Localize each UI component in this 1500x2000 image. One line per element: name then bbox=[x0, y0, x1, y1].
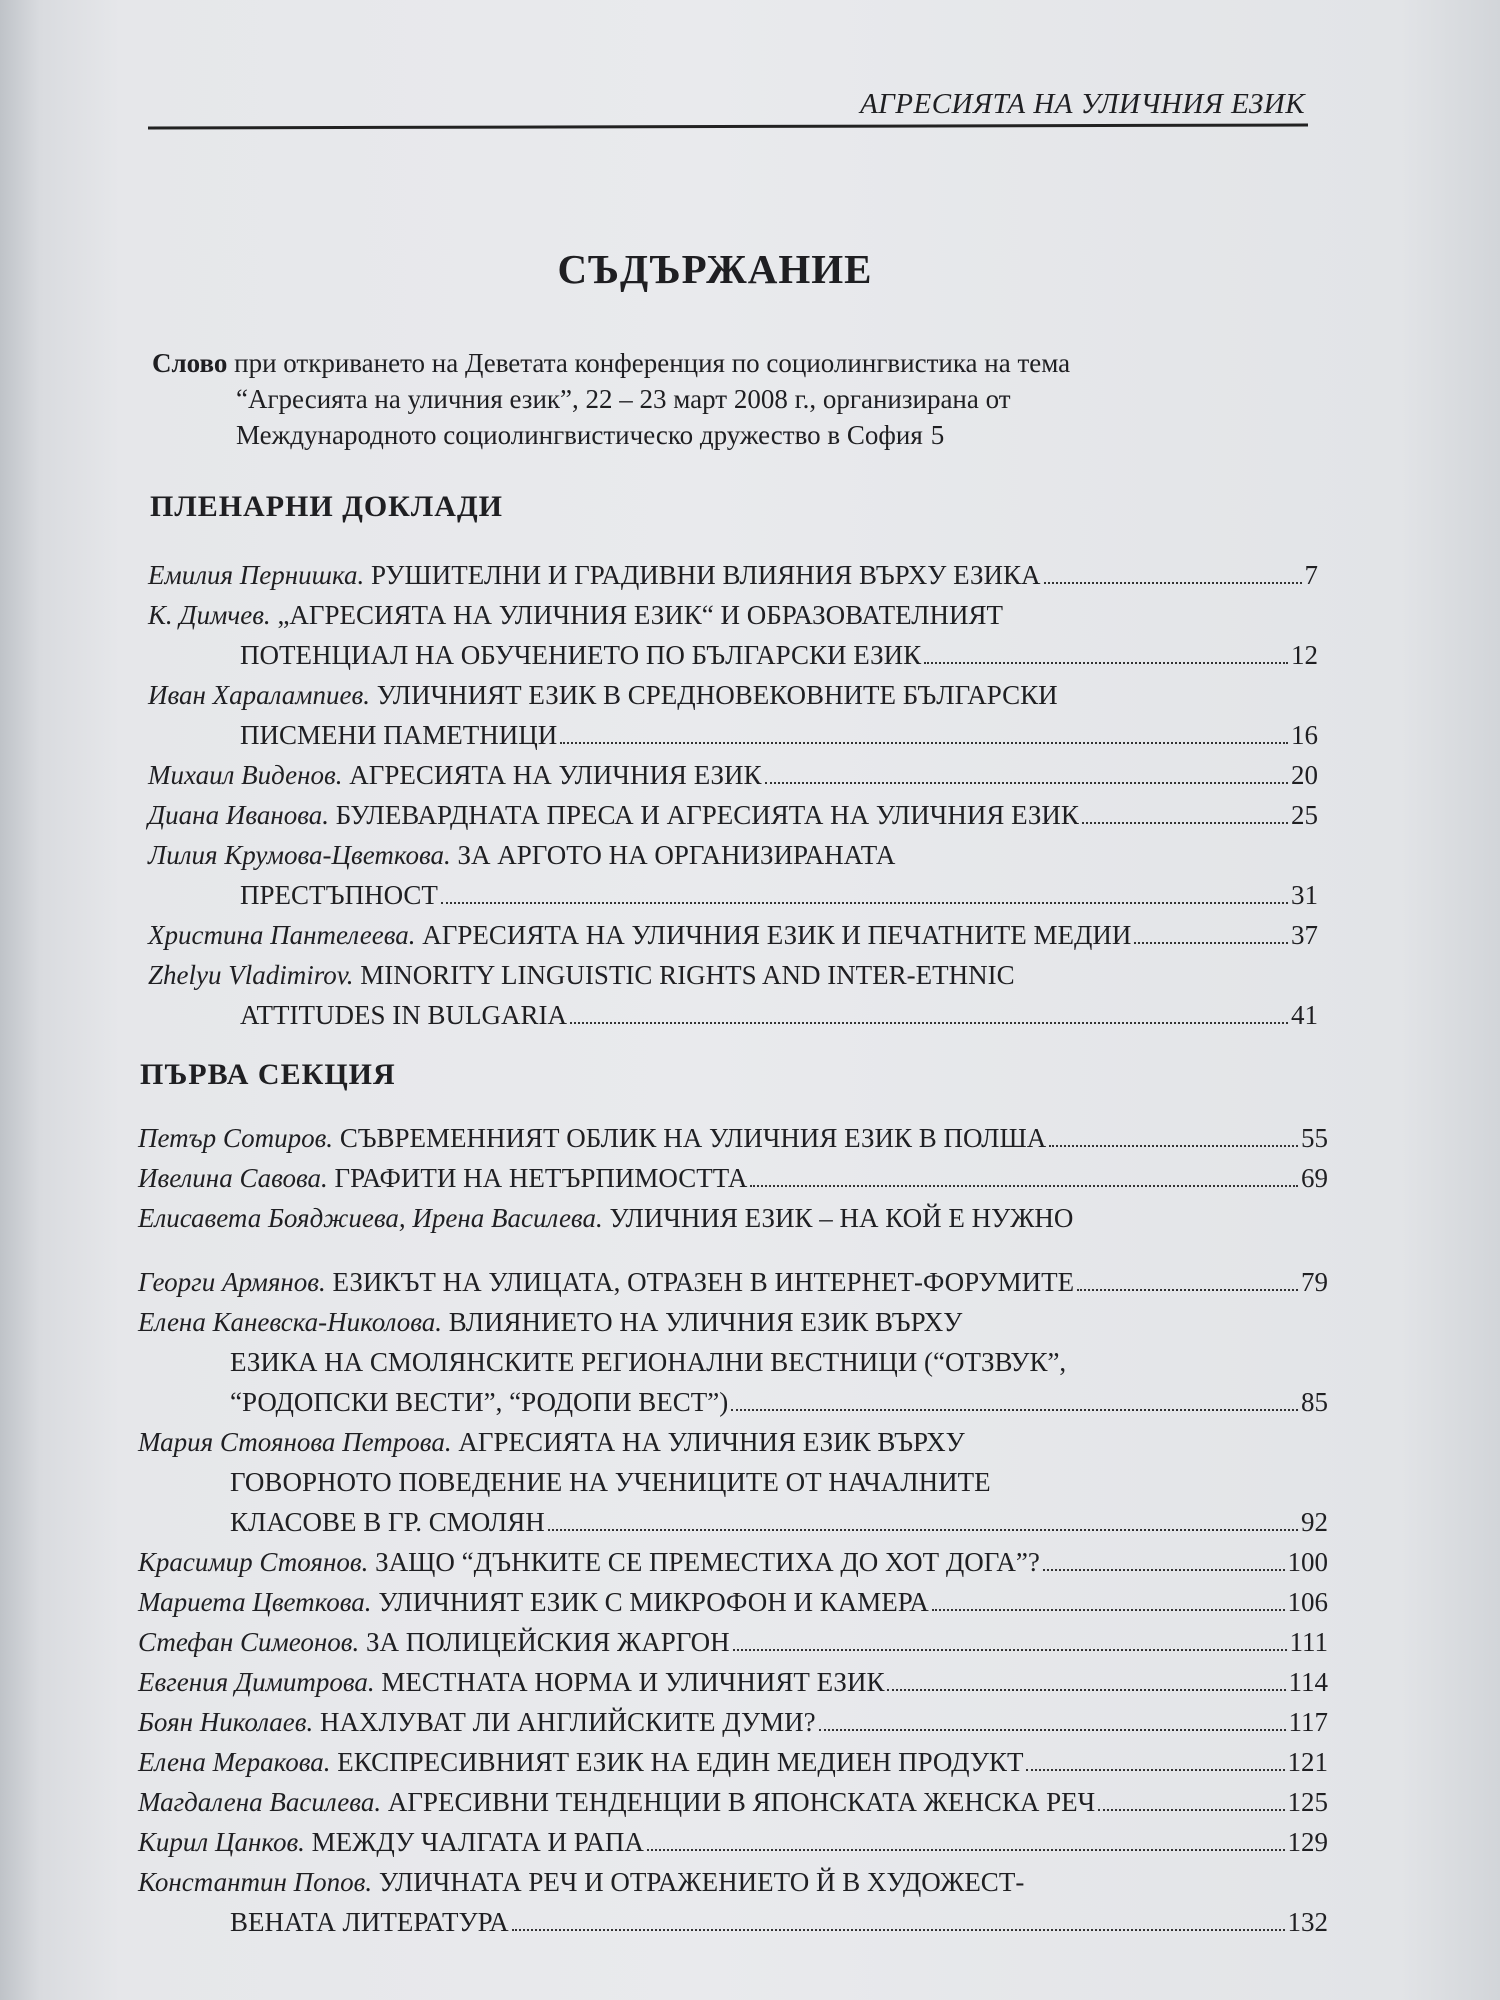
intro-text-1: при откриването на Деветата конференция по социолингвистика на тема bbox=[234, 348, 1071, 378]
entry-title: ЕКСПРЕСИВНИЯТ ЕЗИК НА ЕДИН МЕДИЕН ПРОДУКТ bbox=[337, 1747, 1024, 1777]
toc-entry-line bbox=[138, 1382, 1328, 1422]
entry-title: ПИСМЕНИ ПАМЕТНИЦИ bbox=[240, 720, 558, 750]
entry-title: УЛИЧНИЯТ ЕЗИК С МИКРОФОН И КАМЕРА bbox=[378, 1587, 929, 1617]
section-title-first: ПЪРВА СЕКЦИЯ bbox=[140, 1058, 396, 1091]
entry-author: Георги Армянов. bbox=[138, 1267, 326, 1297]
entry-title: АГРЕСИВНИ ТЕНДЕНЦИИ В ЯПОНСКАТА ЖЕНСКА РЕЧ bbox=[387, 1787, 1096, 1817]
page-number: 132 bbox=[1287, 1907, 1328, 1937]
page-number: 37 bbox=[1291, 920, 1318, 950]
toc-entry bbox=[148, 795, 1318, 835]
toc-entry-line bbox=[148, 795, 1318, 835]
page-number: 16 bbox=[1291, 720, 1318, 750]
toc-entry bbox=[148, 915, 1318, 955]
toc-entry-line bbox=[138, 1782, 1328, 1822]
toc-entry bbox=[148, 675, 1318, 755]
intro-line-2: “Агресията на уличния език”, 22 – 23 март 2008 г., организирана от bbox=[236, 384, 1011, 414]
entry-author: Боян Николаев. bbox=[138, 1707, 314, 1737]
toc-entry-line bbox=[138, 1822, 1328, 1862]
dot-leader bbox=[731, 1409, 1298, 1411]
entry-title: ГОВОРНОТО ПОВЕДЕНИЕ НА УЧЕНИЦИТЕ ОТ НАЧАЛНИТЕ bbox=[230, 1467, 991, 1497]
toc-entry bbox=[138, 1262, 1328, 1302]
toc-entry-line bbox=[148, 835, 1318, 875]
toc-entry bbox=[148, 955, 1318, 1035]
toc-first-section bbox=[138, 1118, 1328, 1942]
page-number: 117 bbox=[1288, 1707, 1328, 1737]
dot-leader bbox=[548, 1529, 1298, 1531]
toc-entry-line bbox=[138, 1742, 1328, 1782]
toc-entry-line bbox=[138, 1158, 1328, 1198]
entry-title: АГРЕСИЯТА НА УЛИЧНИЯ ЕЗИК И ПЕЧАТНИТЕ МЕДИИ bbox=[422, 920, 1132, 950]
entry-author: Михаил Виденов. bbox=[148, 760, 343, 790]
dot-leader bbox=[1077, 1289, 1298, 1291]
dot-leader bbox=[560, 742, 1288, 744]
entry-author: Диана Иванова. bbox=[148, 800, 330, 830]
entry-author: Zhelyu Vladimirov. bbox=[148, 960, 354, 990]
dot-leader bbox=[441, 902, 1288, 904]
entry-title: РУШИТЕЛНИ И ГРАДИВНИ ВЛИЯНИЯ ВЪРХУ ЕЗИКА bbox=[371, 560, 1041, 590]
dot-leader bbox=[924, 662, 1288, 664]
entry-title: ЕЗИКА НА СМОЛЯНСКИТЕ РЕГИОНАЛНИ ВЕСТНИЦИ (“ОТЗВУК”, bbox=[230, 1347, 1067, 1377]
page-title: СЪДЪРЖАНИЕ bbox=[557, 246, 873, 292]
dot-leader bbox=[765, 782, 1288, 784]
intro-text-3: Международното социолингвистическо дружество в София bbox=[236, 420, 923, 450]
entry-title: „АГРЕСИЯТА НА УЛИЧНИЯ ЕЗИК“ И ОБРАЗОВАТЕЛНИЯТ bbox=[277, 600, 1004, 630]
toc-entry-line bbox=[148, 715, 1318, 755]
section-title-plenary: ПЛЕНАРНИ ДОКЛАДИ bbox=[150, 490, 503, 523]
toc-entry bbox=[138, 1782, 1328, 1822]
toc-entry bbox=[138, 1118, 1328, 1158]
intro-line-1 bbox=[152, 345, 1312, 381]
entry-author: Кирил Цанков. bbox=[138, 1827, 305, 1857]
entry-title: УЛИЧНИЯТ ЕЗИК В СРЕДНОВЕКОВНИТЕ БЪЛГАРСКИ bbox=[376, 680, 1058, 710]
page-number: 12 bbox=[1291, 640, 1318, 670]
toc-entry bbox=[138, 1422, 1328, 1542]
entry-title: MINORITY LINGUISTIC RIGHTS AND INTER-ETHNIC bbox=[360, 960, 1015, 990]
page-number: 106 bbox=[1287, 1587, 1328, 1617]
toc-entry-line bbox=[148, 635, 1318, 675]
entry-author: Ивелина Савова. bbox=[138, 1163, 328, 1193]
toc-entry-line bbox=[138, 1702, 1328, 1742]
toc-entry-line bbox=[138, 1198, 1328, 1238]
entry-title: УЛИЧНАТА РЕЧ И ОТРАЖЕНИЕТО Й В ХУДОЖЕСТ- bbox=[378, 1867, 1025, 1897]
entry-title: ВЛИЯНИЕТО НА УЛИЧНИЯ ЕЗИК ВЪРХУ bbox=[448, 1307, 963, 1337]
dot-leader bbox=[819, 1729, 1286, 1731]
entry-author: Елисавета Бояджиева, Ирена Василева. bbox=[138, 1203, 603, 1233]
toc-entry bbox=[138, 1582, 1328, 1622]
entry-title: ГРАФИТИ НА НЕТЪРПИМОСТТА bbox=[334, 1163, 748, 1193]
entry-title: ВЕНАТА ЛИТЕРАТУРА bbox=[230, 1907, 509, 1937]
entry-author: К. Димчев. bbox=[148, 600, 271, 630]
toc-entry bbox=[138, 1198, 1328, 1238]
entry-author: Лилия Крумова-Цветкова. bbox=[148, 840, 451, 870]
toc-entry-line bbox=[138, 1462, 1328, 1502]
dot-leader bbox=[1098, 1809, 1284, 1811]
toc-entry-line bbox=[138, 1262, 1328, 1302]
dot-leader bbox=[733, 1649, 1287, 1651]
intro-entry bbox=[152, 345, 1312, 453]
entry-title: СЪВРЕМЕННИЯТ ОБЛИК НА УЛИЧНИЯ ЕЗИК В ПОЛША bbox=[339, 1123, 1047, 1153]
page-number: 111 bbox=[1289, 1627, 1328, 1657]
entry-title: ПРЕСТЪПНОСТ bbox=[240, 880, 438, 910]
entry-title: АГРЕСИЯТА НА УЛИЧНИЯ ЕЗИК ВЪРХУ bbox=[458, 1427, 965, 1457]
entry-author: Мария Стоянова Петрова. bbox=[138, 1427, 452, 1457]
entry-author: Стефан Симеонов. bbox=[138, 1627, 360, 1657]
entry-author: Иван Харалампиев. bbox=[148, 680, 370, 710]
page-number: 55 bbox=[1301, 1123, 1328, 1153]
toc-plenary bbox=[148, 555, 1318, 1035]
toc-entry-line bbox=[148, 675, 1318, 715]
entry-title: АГРЕСИЯТА НА УЛИЧНИЯ ЕЗИК bbox=[349, 760, 762, 790]
entry-author: Петър Сотиров. bbox=[138, 1123, 334, 1153]
toc-entry bbox=[138, 1302, 1328, 1422]
dot-leader bbox=[887, 1689, 1285, 1691]
entry-author: Елена Каневска-Николова. bbox=[138, 1307, 442, 1337]
dot-leader bbox=[570, 1022, 1288, 1024]
toc-entry-line bbox=[148, 955, 1318, 995]
intro-line-3 bbox=[236, 417, 1312, 453]
toc-entry bbox=[138, 1158, 1328, 1198]
page-number: 100 bbox=[1287, 1547, 1328, 1577]
toc-entry bbox=[138, 1862, 1328, 1942]
toc-entry bbox=[138, 1702, 1328, 1742]
toc-entry-line bbox=[138, 1902, 1328, 1942]
toc-entry-line bbox=[138, 1118, 1328, 1158]
page-number: 114 bbox=[1288, 1667, 1328, 1697]
toc-entry-line bbox=[148, 595, 1318, 635]
toc-entry-line bbox=[138, 1502, 1328, 1542]
toc-entry-line bbox=[138, 1862, 1328, 1902]
page-number: 129 bbox=[1287, 1827, 1328, 1857]
entry-title: УЛИЧНИЯ ЕЗИК – НА КОЙ Е НУЖНО bbox=[609, 1203, 1074, 1233]
entry-author: Магдалена Василева. bbox=[138, 1787, 382, 1817]
page-number: 7 bbox=[1304, 560, 1318, 590]
toc-entry-line bbox=[138, 1302, 1328, 1342]
toc-entry-line bbox=[148, 995, 1318, 1035]
entry-title: ЗА ПОЛИЦЕЙСКИЯ ЖАРГОН bbox=[366, 1627, 730, 1657]
page-number: 79 bbox=[1301, 1267, 1328, 1297]
entry-author: Емилия Пернишка. bbox=[148, 560, 365, 590]
entry-title: БУЛЕВАРДНАТА ПРЕСА И АГРЕСИЯТА НА УЛИЧНИЯ ЕЗИК bbox=[335, 800, 1079, 830]
toc-entry-line bbox=[138, 1662, 1328, 1702]
entry-title: МЕСТНАТА НОРМА И УЛИЧНИЯТ ЕЗИК bbox=[381, 1667, 885, 1697]
intro-bold: Слово bbox=[152, 348, 228, 378]
entry-author: Христина Пантелеева. bbox=[148, 920, 416, 950]
entry-title: ЗА АРГОТО НА ОРГАНИЗИРАНАТА bbox=[457, 840, 896, 870]
spacer bbox=[138, 1238, 1328, 1262]
dot-leader bbox=[932, 1609, 1285, 1611]
running-head: АГРЕСИЯТА НА УЛИЧНИЯ ЕЗИК bbox=[860, 88, 1305, 120]
toc-entry-line bbox=[148, 915, 1318, 955]
entry-title: ПОТЕНЦИАЛ НА ОБУЧЕНИЕТО ПО БЪЛГАРСКИ ЕЗИК bbox=[240, 640, 922, 670]
toc-entry bbox=[148, 595, 1318, 675]
toc-entry bbox=[148, 555, 1318, 595]
page-number: 20 bbox=[1291, 760, 1318, 790]
toc-entry-line bbox=[138, 1622, 1328, 1662]
entry-author: Мариета Цветкова. bbox=[138, 1587, 372, 1617]
page-number: 92 bbox=[1301, 1507, 1328, 1537]
toc-entry bbox=[138, 1622, 1328, 1662]
dot-leader bbox=[1044, 582, 1302, 584]
page-number: 25 bbox=[1291, 800, 1318, 830]
entry-title: ЗАЩО “ДЪНКИТЕ СЕ ПРЕМЕСТИХА ДО ХОТ ДОГА”? bbox=[375, 1547, 1040, 1577]
entry-author: Елена Меракова. bbox=[138, 1747, 331, 1777]
dot-leader bbox=[750, 1185, 1298, 1187]
toc-entry-line bbox=[148, 555, 1318, 595]
toc-entry bbox=[138, 1662, 1328, 1702]
page-number: 41 bbox=[1291, 1000, 1318, 1030]
entry-title: МЕЖДУ ЧАЛГАТА И РАПА bbox=[311, 1827, 644, 1857]
entry-title: КЛАСОВЕ В ГР. СМОЛЯН bbox=[230, 1507, 545, 1537]
toc-entry bbox=[138, 1742, 1328, 1782]
dot-leader bbox=[1026, 1769, 1284, 1771]
entry-author: Красимир Стоянов. bbox=[138, 1547, 369, 1577]
dot-leader bbox=[647, 1849, 1285, 1851]
page-number: 121 bbox=[1287, 1747, 1328, 1777]
dot-leader bbox=[1043, 1569, 1285, 1571]
toc-entry bbox=[148, 755, 1318, 795]
toc-entry bbox=[148, 835, 1318, 915]
page-number: 31 bbox=[1291, 880, 1318, 910]
entry-title: ATTITUDES IN BULGARIA bbox=[240, 1000, 567, 1030]
toc-entry-line bbox=[138, 1542, 1328, 1582]
page-number: 5 bbox=[930, 420, 945, 450]
entry-title: “РОДОПСКИ ВЕСТИ”, “РОДОПИ ВЕСТ”) bbox=[230, 1387, 729, 1417]
entry-author: Константин Попов. bbox=[138, 1867, 373, 1897]
header-rule bbox=[148, 123, 1308, 129]
entry-title: ЕЗИКЪТ НА УЛИЦАТА, ОТРАЗЕН В ИНТЕРНЕТ-ФОРУМИТЕ bbox=[332, 1267, 1075, 1297]
toc-entry-line bbox=[138, 1422, 1328, 1462]
toc-entry bbox=[138, 1542, 1328, 1582]
entry-title: НАХЛУВАТ ЛИ АНГЛИЙСКИТЕ ДУМИ? bbox=[320, 1707, 816, 1737]
toc-entry-line bbox=[148, 755, 1318, 795]
toc-entry-line bbox=[138, 1342, 1328, 1382]
page-number: 125 bbox=[1287, 1787, 1328, 1817]
entry-author: Евгения Димитрова. bbox=[138, 1667, 375, 1697]
toc-entry-line bbox=[138, 1582, 1328, 1622]
page-number: 69 bbox=[1301, 1163, 1328, 1193]
toc-entry-line bbox=[148, 875, 1318, 915]
dot-leader bbox=[512, 1929, 1285, 1931]
toc-entry bbox=[138, 1822, 1328, 1862]
page-number: 85 bbox=[1301, 1387, 1328, 1417]
dot-leader bbox=[1082, 822, 1288, 824]
dot-leader bbox=[1134, 942, 1288, 944]
dot-leader bbox=[1049, 1145, 1298, 1147]
